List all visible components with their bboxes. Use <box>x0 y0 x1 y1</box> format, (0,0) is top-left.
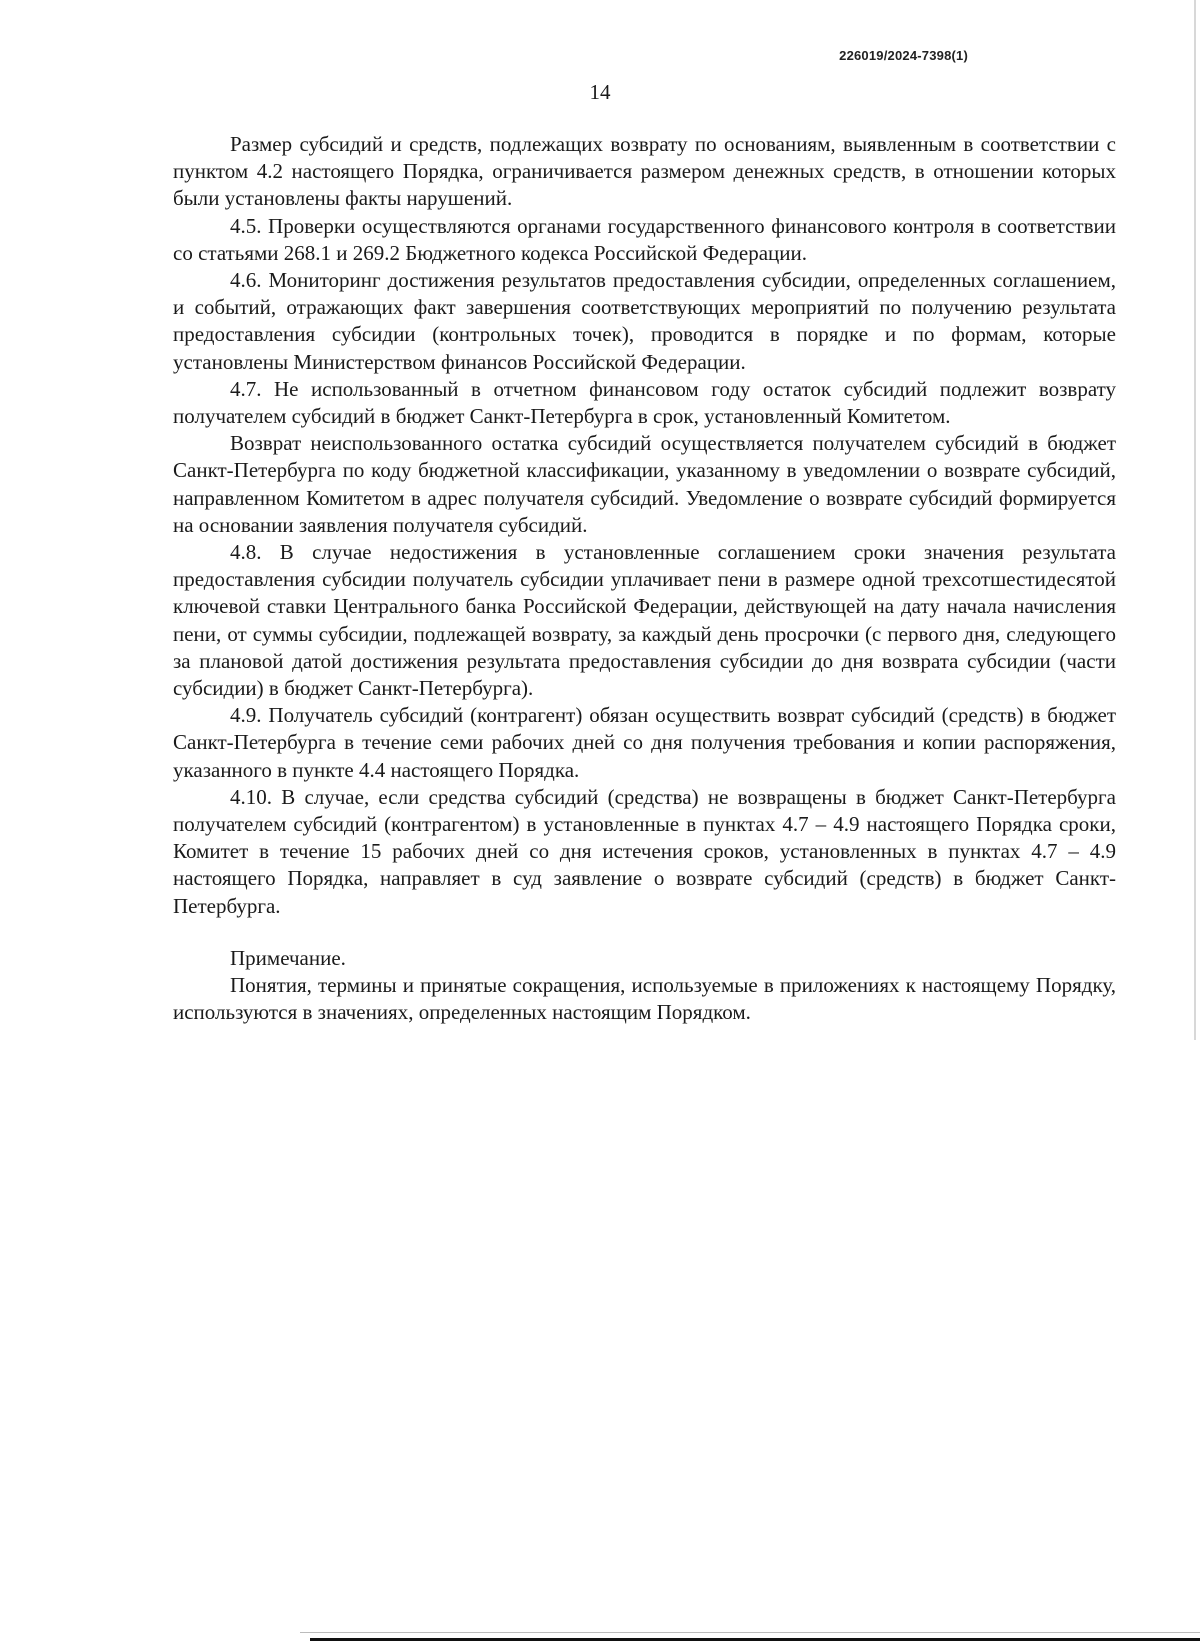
scan-edge-line <box>1194 0 1196 1040</box>
scan-bottom-edge-thin <box>300 1632 1200 1633</box>
note-title: Примечание. <box>230 945 346 970</box>
paragraph-4-8: 4.8. В случае недостижения в установленные соглашением сроки значения результата предоставления субсидии получатель субсидии уплачивает пени в размере одной трехсотшестидесятой ключевой ставки Центрального банка Российской Федерации, действующей на дату начала начисления пени, от суммы субсидии, подлежащей возврату, за каждый день просрочки (с первого дня, следующего за плановой датой достижения результата предоставления субсидии до дня возврата субсидии (части субсидии) в бюджет Санкт-Петербурга). <box>173 540 1116 701</box>
document-body <box>173 131 1116 1027</box>
paragraph-4-7: 4.7. Не использованный в отчетном финансовом году остаток субсидий подлежит возврату получателем субсидий в бюджет Санкт-Петербурга в срок, установленный Комитетом. <box>173 376 1116 429</box>
paragraph-4-5: 4.5. Проверки осуществляются органами государственного финансового контроля в соответствии со статьями 268.1 и 269.2 Бюджетного кодекса Российской Федерации. <box>173 213 1116 265</box>
paragraph-4-9: 4.9. Получатель субсидий (контрагент) обязан осуществить возврат субсидий (средств) в бюджет Санкт-Петербурга в течение семи рабочих дней со дня получения требования и копии распоряжения, указанного в пункте 4.4 настоящего Порядка. <box>173 703 1116 782</box>
page-number: 14 <box>589 80 611 104</box>
note-text: Понятия, термины и принятые сокращения, используемые в приложениях к настоящему Порядку, используются в значениях, определенных настоящим Порядком. <box>173 973 1116 1025</box>
paragraph-refund-amount: Размер субсидий и средств, подлежащих возврату по основаниям, выявленным в соответствии с пунктом 4.2 настоящего Порядка, ограничивается размером денежных средств, в отношении которых были установлены факты нарушений. <box>173 132 1116 211</box>
scan-bottom-edge <box>310 1638 1200 1641</box>
document-registration-number: 226019/2024-7398(1) <box>839 48 968 63</box>
paragraph-4-10: 4.10. В случае, если средства субсидий (средства) не возвращены в бюджет Санкт-Петербурга получателем субсидий (контрагентом) в установленные в пунктах 4.7 – 4.9 настоящего Порядка сроки, Комитет в течение 15 рабочих дней со дня истечения сроков, установленных в пунктах 4.7 – 4.9 настоящего Порядка, направляет в суд заявление о возврате субсидий (средств) в бюджет Санкт-Петербурга. <box>173 784 1116 918</box>
paragraph-4-6: 4.6. Мониторинг достижения результатов предоставления субсидии, определенных соглашением, и событий, отражающих факт завершения соответствующих мероприятий по получению результата предоставления субсидии (контрольных точек), проводится в порядке и по формам, которые установлены Министерством финансов Российской Федерации. <box>173 268 1116 374</box>
paragraph-unused-remainder-return: Возврат неиспользованного остатка субсидий осуществляется получателем субсидий в бюджет Санкт-Петербурга по коду бюджетной классификации, указанному в уведомлении о возврате субсидий, направленном Комитетом в адрес получателя субсидий. Уведомление о возврате субсидий формируется на основании заявления получателя субсидий. <box>173 431 1116 537</box>
